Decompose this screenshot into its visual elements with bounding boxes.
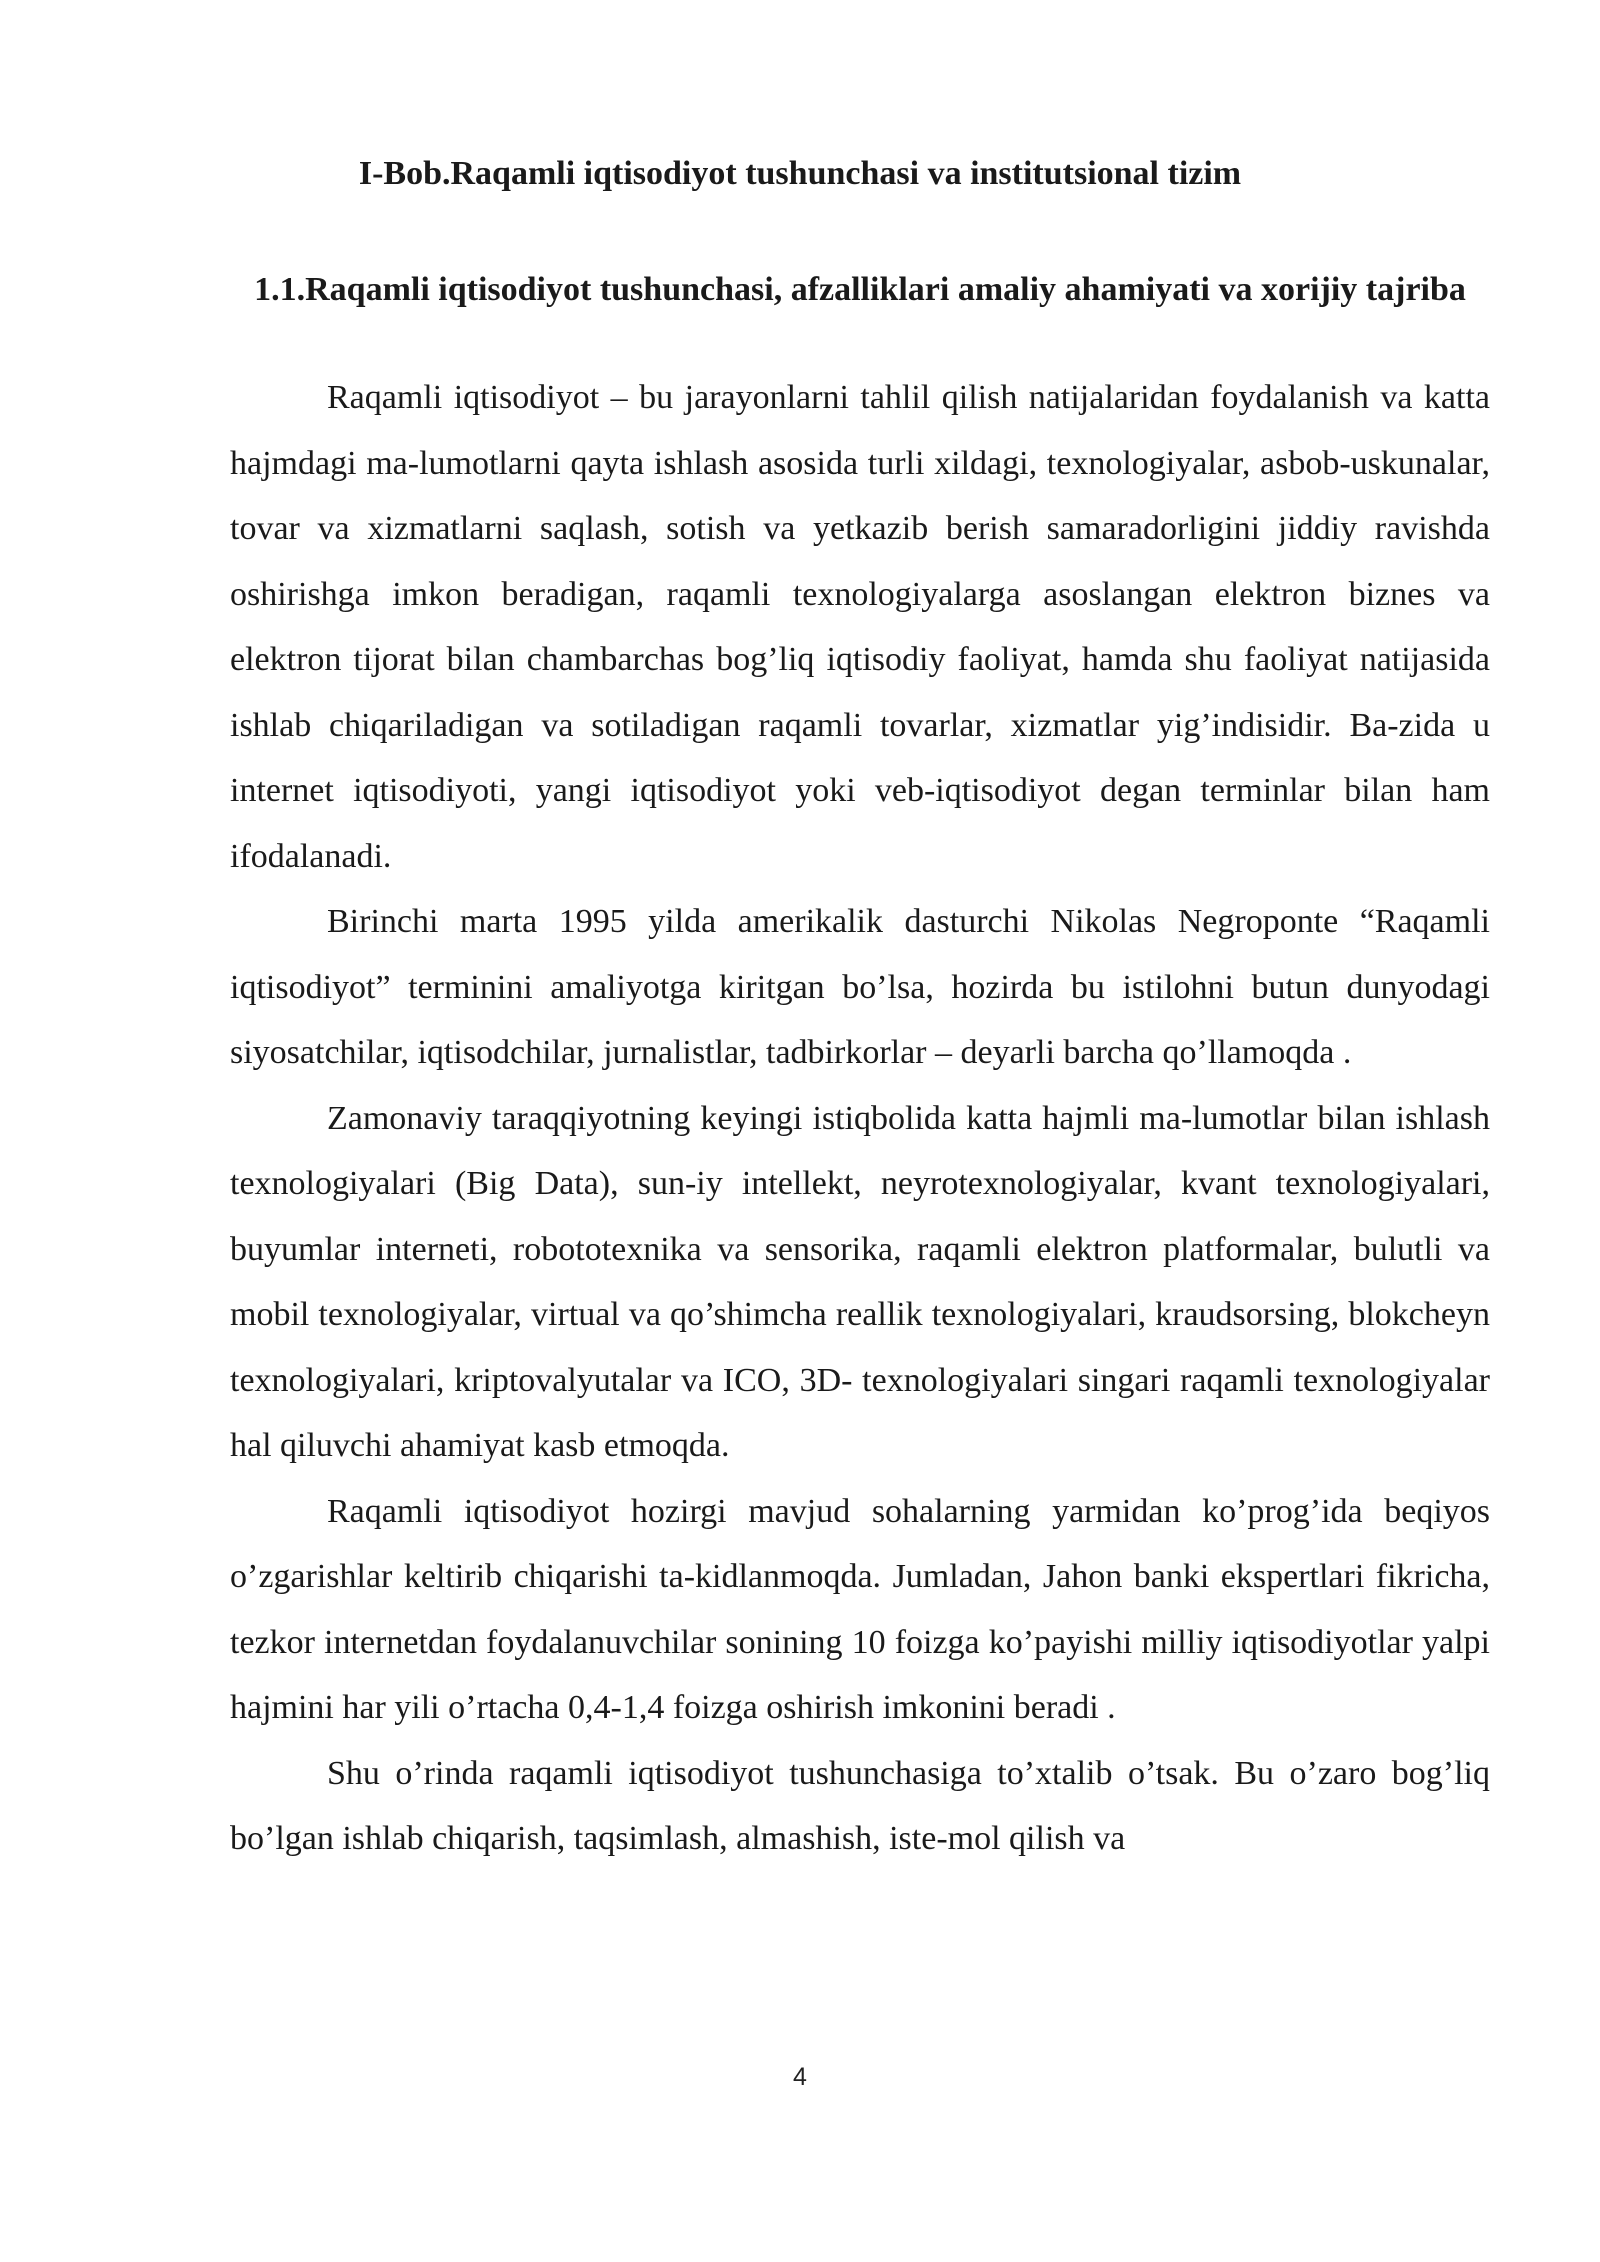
paragraph-5: Shu o’rinda raqamli iqtisodiyot tushunchasiga to’xtalib o’tsak. Bu o’zaro bog’liq bo’lgan ishlab chiqarish, taqsimlash, almashish, iste-mol qilish va: [230, 1754, 1490, 1857]
section-title: 1.1.Raqamli iqtisodiyot tushunchasi, afzalliklari amaliy ahamiyati va xorijiy tajriba: [254, 271, 1466, 308]
paragraph-3: Zamonaviy taraqqiyotning keyingi istiqbolida katta hajmli ma-lumotlar bilan ishlash texnologiyalari (Big Data), sun-iy intellekt, neyrotexnologiyalar, kvant texnologiyalari, buyumlar interneti, robototexnika va sensorika, raqamli elektron platformalar, bulutli va mobil texnologiyalar, virtual va qo’shimcha reallik texnologiyalari, kraudsorsing, blokcheyn texnologiyalari, kriptovalyutalar va ICO, 3D- texnologiyalari singari raqamli texnologiyalar hal qiluvchi ahamiyat kasb etmoqda.: [230, 1099, 1490, 1464]
body-text: [230, 365, 1490, 1872]
chapter-title: I-Bob.Raqamli iqtisodiyot tushunchasi va institutsional tizim: [358, 155, 1242, 192]
paragraph-2: Birinchi marta 1995 yilda amerikalik dasturchi Nikolas Negroponte “Raqamli iqtisodiyot” terminini amaliyotga kiritgan bo’lsa, hozirda bu istilohni butun dunyodagi siyosatchilar, iqtisodchilar, jurnalistlar, tadbirkorlar – deyarli barcha qo’llamoqda .: [230, 903, 1490, 1071]
paragraph-4: Raqamli iqtisodiyot hozirgi mavjud sohalarning yarmidan ko’prog’ida beqiyos o’zgarishlar keltirib chiqarishi ta-kidlanmoqda. Jumladan, Jahon banki ekspertlari fikricha, tezkor internetdan foydalanuvchilar sonining 10 foizga ko’payishi milliy iqtisodiyotlar yalpi hajmini har yili o’rtacha 0,4-1,4 foizga oshirish imkonini beradi .: [230, 1492, 1490, 1726]
paragraph-1: Raqamli iqtisodiyot – bu jarayonlarni tahlil qilish natijalaridan foydalanish va katta hajmdagi ma-lumotlarni qayta ishlash asosida turli xildagi, texnologiyalar, asbob-uskunalar, tovar va xizmatlarni saqlash, sotish va yetkazib berish samaradorligini jiddiy ravishda oshirishga imkon beradigan, raqamli texnologiyalarga asoslangan elektron biznes va elektron tijorat bilan chambarchas bog’liq iqtisodiy faoliyat, hamda shu faoliyat natijasida ishlab chiqariladigan va sotiladigan raqamli tovarlar, xizmatlar yig’indisidir. Ba-zida u internet iqtisodiyoti, yangi iqtisodiyot yoki veb-iqtisodiyot degan terminlar bilan ham ifodalanadi.: [230, 379, 1490, 875]
page-number: 4: [793, 2063, 807, 2091]
